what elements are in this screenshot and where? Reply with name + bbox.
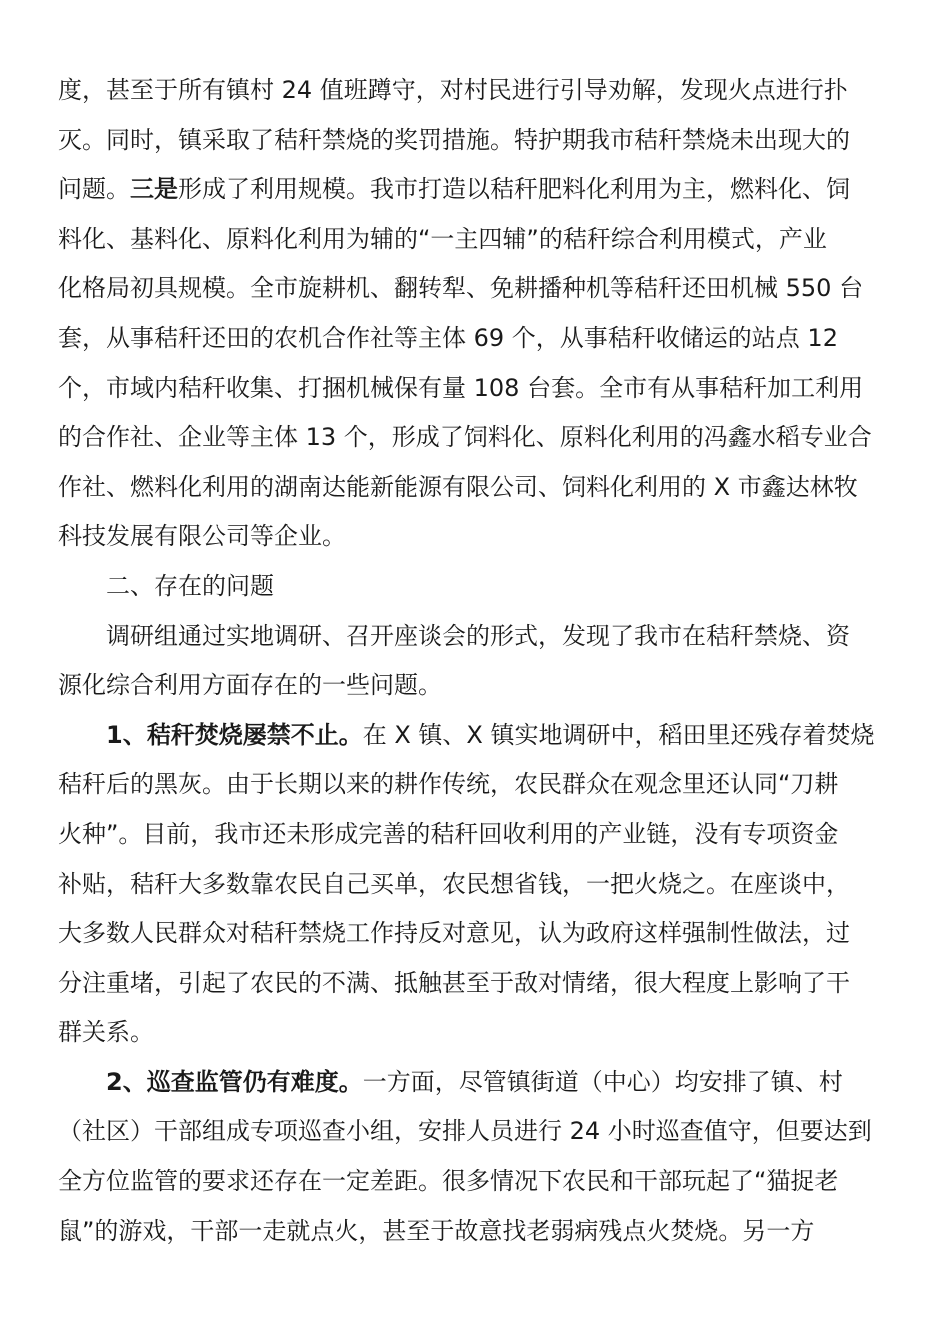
document-page [58,66,892,1256]
body-text: 二、存在的问题 [106,571,274,600]
text-line [58,413,892,463]
text-line [58,1207,892,1257]
text-line [58,810,892,860]
body-text: 个，市域内秸秆收集、打捆机械保有量 108 台套。全市有从事秸秆加工利用 [58,373,864,402]
body-text: 在 X 镇、X 镇实地调研中，稻田里还残存着焚烧 [362,720,875,749]
body-text: 一方面，尽管镇街道（中心）均安排了镇、村 [362,1067,843,1096]
bold-heading-text: 2、巡查监管仍有难度。 [106,1067,363,1096]
body-text: 问题。 [58,175,130,204]
body-text: 调研组通过实地调研、召开座谈会的形式，发现了我市在秸秆禁烧、资 [106,621,850,650]
body-text: （社区）干部组成专项巡查小组，安排人员进行 24 小时巡查值守，但要达到 [58,1117,872,1146]
text-line [58,562,892,612]
bold-heading-text: 三是 [130,175,178,204]
text-line [58,711,892,761]
body-text: 套，从事秸秆还田的农机合作社等主体 69 个，从事秸秆收储运的站点 12 [58,323,838,352]
body-text: 的合作社、企业等主体 13 个，形成了饲料化、原料化利用的冯鑫水稻专业合 [58,423,872,452]
body-text: 料化、基料化、原料化利用为辅的“一主四辅”的秸秆综合利用模式，产业 [58,224,827,253]
text-line [58,661,892,711]
text-line [58,1008,892,1058]
bold-heading-text: 1、秸秆焚烧屡禁不止。 [106,720,363,749]
text-line [58,364,892,414]
text-line [58,314,892,364]
body-text: 作社、燃料化利用的湖南达能新能源有限公司、饲料化利用的 X 市鑫达林牧 [58,472,858,501]
body-text: 火种”。目前，我市还未形成完善的秸秆回收利用的产业链，没有专项资金 [58,819,839,848]
text-line [58,860,892,910]
text-line [58,512,892,562]
text-line [58,165,892,215]
body-text: 群关系。 [58,1018,154,1047]
body-text: 灭。同时，镇采取了秸秆禁烧的奖罚措施。特护期我市秸秆禁烧未出现大的 [58,125,850,154]
body-text: 秸秆后的黑灰。由于长期以来的耕作传统，农民群众在观念里还认同“刀耕 [58,770,839,799]
text-line [58,264,892,314]
text-line [58,760,892,810]
text-line [58,1107,892,1157]
body-text: 补贴，秸秆大多数靠农民自己买单，农民想省钱，一把火烧之。在座谈中， [58,869,850,898]
text-line [58,612,892,662]
body-text: 鼠”的游戏，干部一走就点火，甚至于故意找老弱病残点火焚烧。另一方 [58,1216,815,1245]
body-text: 全方位监管的要求还存在一定差距。很多情况下农民和干部玩起了“猫捉老 [58,1167,839,1196]
body-text: 形成了利用规模。我市打造以秸秆肥料化利用为主，燃料化、饲 [178,175,850,204]
text-line [58,66,892,116]
text-line [58,909,892,959]
text-line [58,116,892,166]
body-text: 化格局初具规模。全市旋耕机、翻转犁、免耕播种机等秸秆还田机械 550 台 [58,274,864,303]
text-line [58,1058,892,1108]
text-line [58,959,892,1009]
text-line [58,215,892,265]
body-text: 大多数人民群众对秸秆禁烧工作持反对意见，认为政府这样强制性做法，过 [58,919,850,948]
body-text: 分注重堵，引起了农民的不满、抵触甚至于敌对情绪，很大程度上影响了干 [58,968,850,997]
body-text: 科技发展有限公司等企业。 [58,522,346,551]
body-text: 度，甚至于所有镇村 24 值班蹲守，对村民进行引导劝解，发现火点进行扑 [58,76,848,104]
text-line [58,1157,892,1207]
body-text: 源化综合利用方面存在的一些问题。 [58,671,442,700]
text-line [58,463,892,513]
